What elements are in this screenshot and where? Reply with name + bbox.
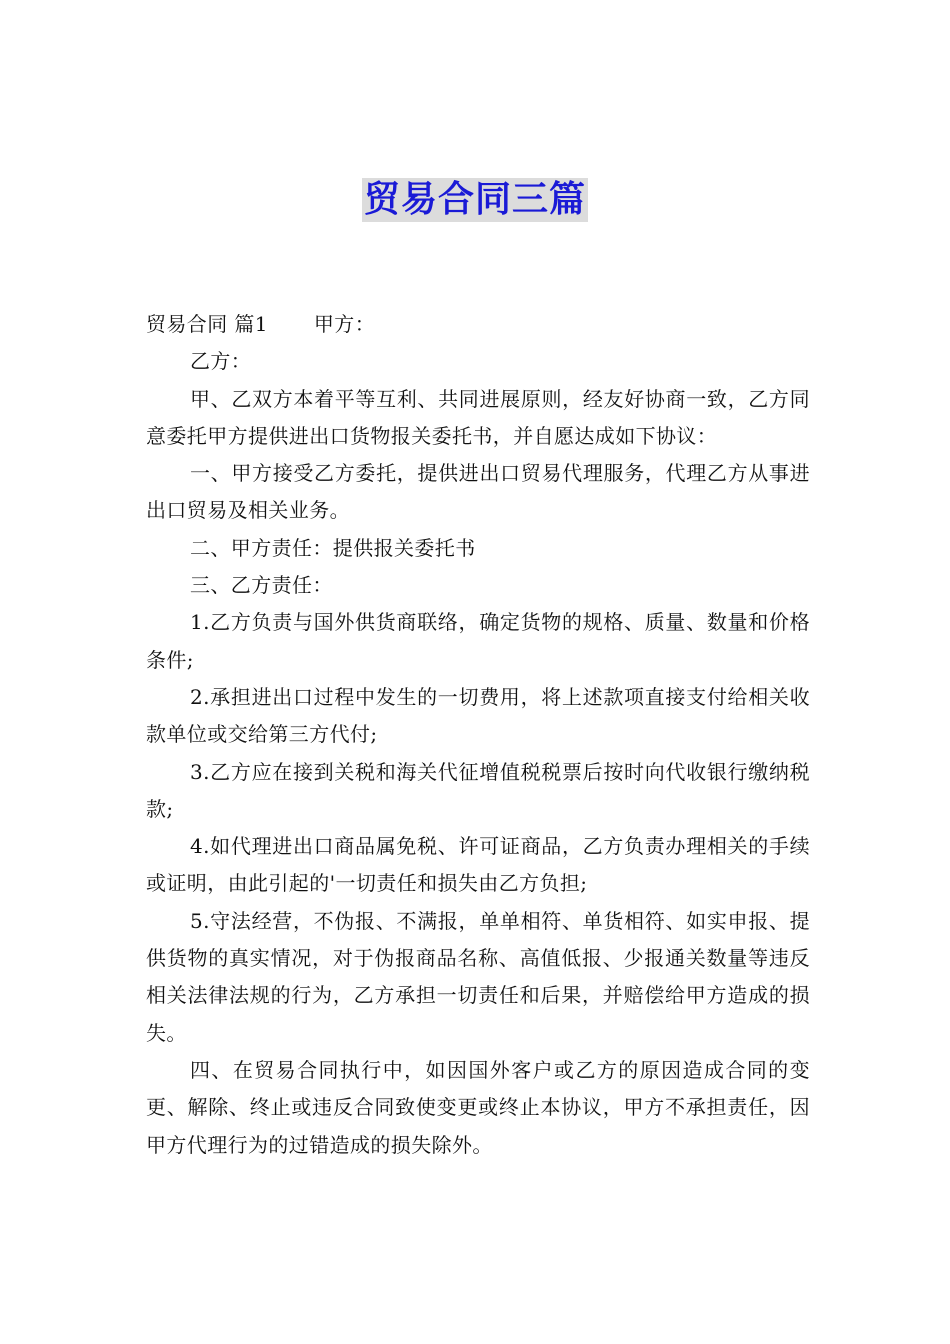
party-a-label: 甲方：: [313, 312, 376, 336]
title-container: [0, 178, 950, 222]
paragraph-party-b: 乙方：: [190, 349, 252, 374]
document-body: [146, 306, 810, 1164]
paragraph-item-4: 4.如代理进出口商品属免税、许可证商品，乙方负责办理相关的手续或证明，由此引起的'一切责任和损失由乙方负担;: [146, 834, 810, 896]
paragraph-clause-2: 二、甲方责任：提供报关委托书: [190, 535, 476, 560]
paragraph-item-5: 5.守法经营，不伪报、不满报，单单相符、单货相符、如实申报、提供货物的真实情况，对于伪报商品名称、高值低报、少报通关数量等违反相关法律法规的行为，乙方承担一切责任和后果，并赔偿给甲方造成的损失。: [146, 908, 810, 1045]
section-heading: 贸易合同 篇1: [146, 312, 268, 336]
document-title: 贸易合同三篇: [363, 179, 586, 220]
paragraph-preamble: 甲、乙双方本着平等互利、共同进展原则，经友好协商一致，乙方同意委托甲方提供进出口货物报关委托书，并自愿达成如下协议：: [146, 386, 810, 448]
paragraph-item-2: 2.承担进出口过程中发生的一切费用，将上述款项直接支付给相关收款单位或交给第三方代付;: [146, 684, 810, 747]
section-heading-line: [146, 306, 810, 343]
paragraph-clause-4: 四、在贸易合同执行中，如因国外客户或乙方的原因造成合同的变更、解除、终止或违反合同致使变更或终止本协议，甲方不承担责任，因甲方代理行为的过错造成的损失除外。: [146, 1057, 810, 1157]
paragraph-item-3: 3.乙方应在接到关税和海关代征增值税税票后按时向代收银行缴纳税款;: [146, 759, 810, 821]
paragraph-item-1: 1.乙方负责与国外供货商联络，确定货物的规格、质量、数量和价格条件;: [146, 610, 810, 672]
paragraph-clause-1: 一、甲方接受乙方委托，提供进出口贸易代理服务，代理乙方从事进出口贸易及相关业务。: [146, 461, 810, 523]
paragraph-clause-3: 三、乙方责任：: [190, 573, 333, 598]
